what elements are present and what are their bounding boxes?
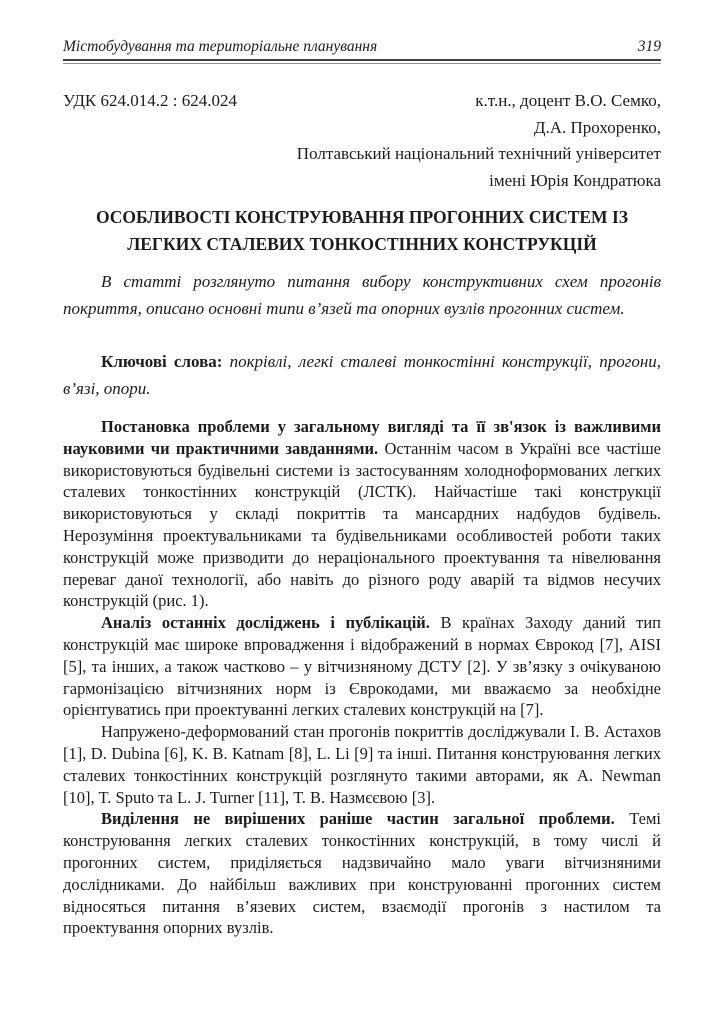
paragraph-lead-bold: Постановка проблеми у загальному вигляді та її зв'язок із важливими науковими чи практичними завданнями. xyxy=(63,417,661,458)
article-title xyxy=(63,204,661,258)
paragraph-lead-bold: Виділення не вирішених раніше частин загальної проблеми. xyxy=(101,809,630,829)
paragraph-stress-strain-state xyxy=(63,721,661,808)
paragraph-lead-bold: Аналіз останніх досліджень і публікацій. xyxy=(101,613,441,633)
journal-title: Містобудування та територіальне планування xyxy=(63,38,378,55)
paragraph-text: Напружено-деформований стан прогонів покриттів досліджували І. В. Астахов [1], D. Dubina [6], K. B. Katnam [8], L. Li [9] та інші. Питання конструювання легких сталевих тонкостінних конструкцій розглянуто такими авторами, як A. Newman [10], T. Sputo та L. J. Turner [11], Т. В. Назмєєвою [3]. xyxy=(63,722,661,807)
paragraph-text: Темі конструювання легких сталевих тонкостінних конструкцій, в тому числі й прогонних систем, приділяється надзвичайно мало уваги вітчизняними дослідниками. До найбільш важливих при конструюванні прогонних систем відносяться питання в’язевих систем, взаємодії прогонів з настилом та проектування опорних вузлів. xyxy=(63,809,661,938)
keywords xyxy=(63,348,661,402)
article-title-line: ЛЕГКИХ СТАЛЕВИХ ТОНКОСТІННИХ КОНСТРУКЦІЙ xyxy=(127,234,597,254)
author-line: к.т.н., доцент В.О. Семко, xyxy=(475,91,661,110)
article-title-line: ОСОБЛИВОСТІ КОНСТРУЮВАННЯ ПРОГОННИХ СИСТЕМ ІЗ xyxy=(95,207,629,227)
abstract: В статті розглянуто питання вибору конструктивних схем прогонів покриття, описано основні типи в’язей та опорних вузлів прогонних систем. xyxy=(63,272,661,318)
keywords-text: покрівлі, легкі сталеві тонкостінні конструкції, прогони, в’язі, опори. xyxy=(63,352,662,398)
affiliation-line: імені Юрія Кондратюка xyxy=(489,170,661,190)
header-rule xyxy=(63,59,661,64)
paragraph-text: В країнах Заходу даний тип конструкцій має широке впровадження і відображений в нормах Єврокод [7], AISI [5], та інших, а також частково – у вітчизняному ДСТУ [2]. У зв’язку з очікуваною гармонізацією вітчизняних норм із Єврокодами, ми вважаємо за необхідне орієнтуватись при проектуванні легких сталевих конструкцій на [7]. xyxy=(63,613,661,720)
paragraph-problem-statement xyxy=(63,416,661,612)
udc-code: УДК 624.014.2 : 624.024 xyxy=(63,91,237,110)
paragraph-unsolved-parts xyxy=(63,808,661,939)
paragraph-text: Останнім часом в Україні все частіше використовуються будівельні системи із застосуванням холодноформованих легких сталевих тонкостінних конструкцій (ЛСТК). Найчастіше такі конструкції використовуються у складі покриттів та мансардних надбудов будівель. Нерозуміння проектувальниками та будівельниками особливостей роботи таких конструкцій може призводити до нераціонального проектування та нівелювання переваг даної технології, або навіть до різного роду аварій та відмов несучих конструкцій (рис. 1). xyxy=(63,438,662,611)
keywords-label: Ключові слова: xyxy=(101,352,223,371)
page-number: 319 xyxy=(637,38,661,55)
affiliation-line: Полтавський національний технічний університет xyxy=(296,144,661,163)
article-body xyxy=(63,416,661,939)
paragraph-analysis-of-research xyxy=(63,612,661,721)
running-header xyxy=(63,38,661,59)
meta-block xyxy=(63,88,661,194)
author-line: Д.А. Прохоренко, xyxy=(533,117,661,137)
